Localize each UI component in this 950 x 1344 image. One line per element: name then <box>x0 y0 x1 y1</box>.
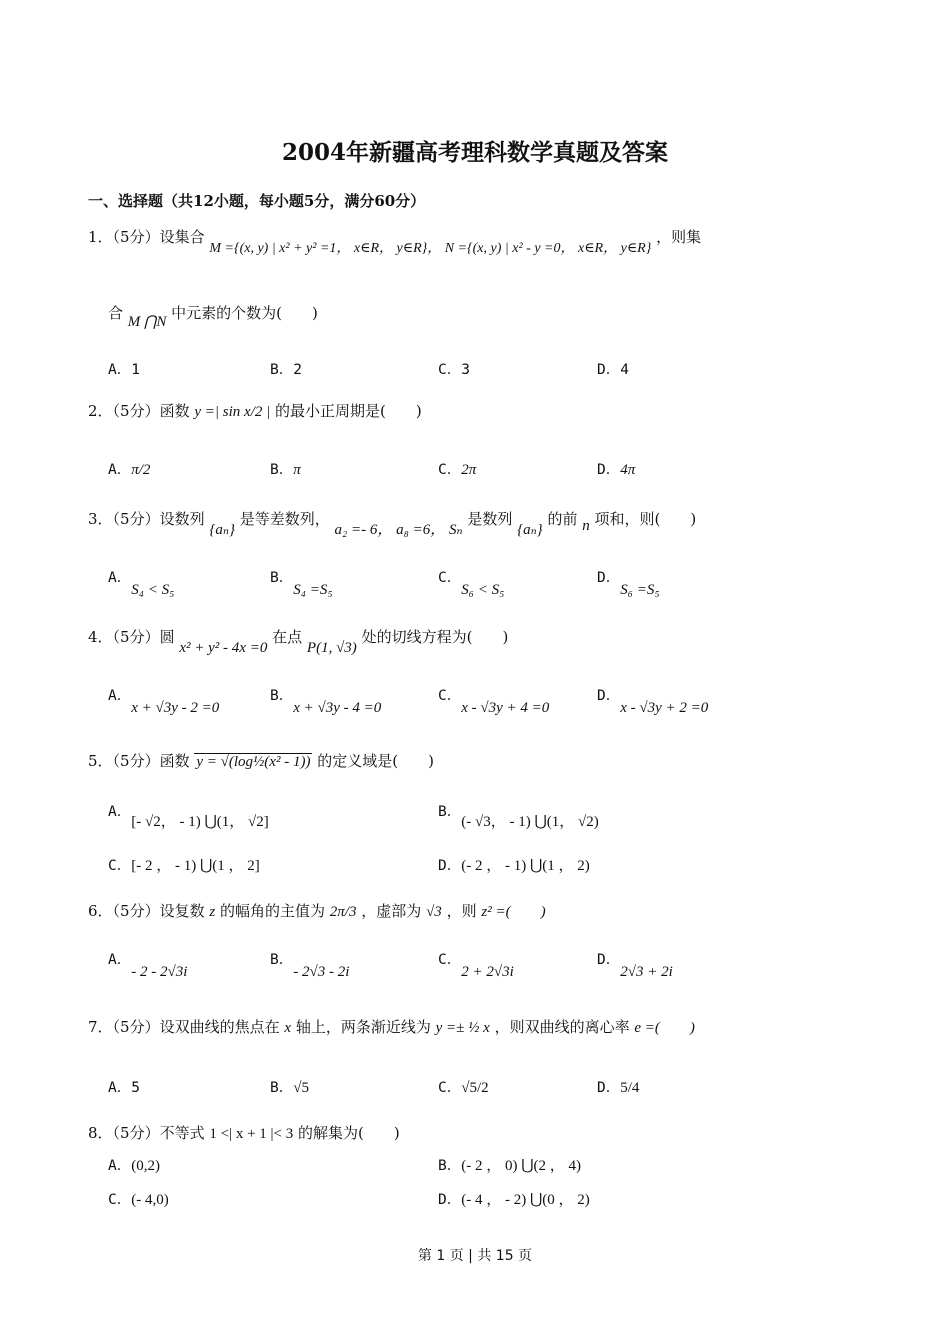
q4-option-c <box>438 684 550 716</box>
q6-option-d <box>597 948 673 980</box>
q8-option-c <box>108 1188 169 1209</box>
q1-suffix: ，则集 <box>656 228 702 246</box>
q6-option-d-value: 2√3 + 2i <box>620 964 673 980</box>
q4-option-c-value: x - √3y + 4 =0 <box>461 700 550 716</box>
q7-option-c-value: √5/2 <box>461 1080 489 1096</box>
q7-asymptote: y =± ½ x <box>435 1020 490 1036</box>
q8-option-b-value: (- 2 ， 0) ⋃(2 ， 4) <box>461 1158 582 1174</box>
q3-option-a <box>108 566 175 598</box>
q8-option-a-label: A． <box>108 1158 132 1174</box>
q2-option-a <box>108 458 150 479</box>
q3-option-b-value: S₄ =S₅ <box>293 582 333 598</box>
question-4 <box>88 626 509 656</box>
q2-function: y =| sin x/2 | <box>194 404 271 420</box>
q6-option-a-label: A． <box>108 952 132 968</box>
q1-line2b: 中元素的个数为( ) <box>171 304 318 322</box>
section-heading: 一、选择题（共12小题，每小题5分，满分60分） <box>88 192 426 210</box>
q8-option-a-value: (0,2) <box>131 1158 160 1174</box>
q5-option-a-value: [- √2， - 1) ⋃(1， √2] <box>131 814 269 830</box>
q3-option-a-value: S₄ < S₅ <box>131 582 175 598</box>
q6-mid3: ，则 <box>446 902 477 920</box>
q5-function: y = √(log½(x² - 1)) <box>196 754 311 770</box>
q5-option-b <box>438 800 599 830</box>
q3-option-c-value: S₆ < S₅ <box>461 582 505 598</box>
q7-option-b <box>270 1076 309 1097</box>
question-2 <box>88 400 422 421</box>
q4-suffix: 处的切线方程为( ) <box>361 628 509 646</box>
q7-mid1: 轴上，两条渐近线为 <box>295 1018 431 1036</box>
q6-prefix: 6．（5分）设复数 <box>88 902 205 920</box>
q2-option-d-label: D． <box>597 462 621 478</box>
q4-point: P(1, √3) <box>306 640 357 656</box>
q1-option-a: A．1 <box>108 362 140 378</box>
q8-option-d-label: D． <box>438 1192 462 1208</box>
q3-option-b <box>270 566 333 598</box>
q1-sets: M ={(x, y) | x² + y² =1， x∈R， y∈R}， N ={(x, y) | x² - y =0， x∈R， y∈R} <box>209 241 652 256</box>
q5-option-c <box>108 854 260 875</box>
q5-option-b-label: B． <box>438 804 462 820</box>
q8-option-d <box>438 1188 590 1209</box>
q6-mid1: 的幅角的主值为 <box>220 902 326 920</box>
q6-mid2: ，虚部为 <box>361 902 422 920</box>
q1-intersection: M ⋂N <box>127 314 167 330</box>
q4-circle: x² + y² - 4x =0 <box>179 640 268 656</box>
q1-prefix: 1．（5分）设集合 <box>88 228 205 246</box>
q3-text-d: 的前 <box>547 510 578 528</box>
q8-prefix: 8．（5分）不等式 <box>88 1124 205 1142</box>
q4-option-c-label: C． <box>438 688 462 704</box>
q2-option-a-label: A． <box>108 462 132 478</box>
q6-angle: 2π/3 <box>329 904 357 920</box>
q6-imag: √3 <box>426 904 442 920</box>
q8-option-c-label: C． <box>108 1192 132 1208</box>
q4-option-b <box>270 684 382 716</box>
q5-option-a-label: A． <box>108 804 132 820</box>
q7-prefix: 7．（5分）设双曲线的焦点在 <box>88 1018 280 1036</box>
q2-suffix: 的最小正周期是( ) <box>275 402 422 420</box>
q7-option-a: A．5 <box>108 1080 140 1096</box>
q7-option-d <box>597 1076 639 1097</box>
q3-option-a-label: A． <box>108 570 132 586</box>
q7-option-c-label: C． <box>438 1080 462 1096</box>
q1-option-c: C．3 <box>438 362 470 378</box>
q7-option-b-value: √5 <box>293 1080 309 1096</box>
q5-option-b-value: (- √3， - 1) ⋃(1， √2) <box>461 814 599 830</box>
q3-option-d <box>597 566 660 598</box>
q6-option-c-label: C． <box>438 952 462 968</box>
q8-option-b-label: B． <box>438 1158 462 1174</box>
q6-option-d-label: D． <box>597 952 621 968</box>
q3-option-d-value: S₆ =S₅ <box>620 582 660 598</box>
page-title: 2004年新疆高考理科数学真题及答案 <box>281 139 668 166</box>
q2-option-d-value: 4π <box>620 462 636 478</box>
q2-option-a-value: π/2 <box>131 462 151 478</box>
q7-option-d-value: 5/4 <box>620 1080 640 1096</box>
question-8 <box>88 1122 400 1143</box>
q6-option-b <box>270 948 350 980</box>
q3-sequence-2: {aₙ} <box>517 522 543 538</box>
q4-option-b-value: x + √3y - 4 =0 <box>293 700 382 716</box>
page-footer: 第 1 页 | 共 15 页 <box>417 1248 533 1264</box>
q3-conditions: a₂ =- 6， a₈ =6， Sₙ <box>334 522 463 538</box>
q2-option-d <box>597 458 635 479</box>
question-6 <box>88 900 546 921</box>
q5-option-c-label: C． <box>108 858 132 874</box>
q3-n: n <box>582 518 590 534</box>
q7-mid2: ，则双曲线的离心率 <box>494 1018 630 1036</box>
q5-option-d-value: (- 2 ， - 1) ⋃(1 ， 2) <box>461 858 590 874</box>
q4-option-a-value: x + √3y - 2 =0 <box>131 700 220 716</box>
q4-option-a-label: A． <box>108 688 132 704</box>
q7-option-d-label: D． <box>597 1080 621 1096</box>
q6-option-c-value: 2 + 2√3i <box>461 964 514 980</box>
q4-prefix: 4．（5分）圆 <box>88 628 175 646</box>
q1-option-d: D．4 <box>597 362 629 378</box>
q4-option-d-value: x - √3y + 2 =0 <box>620 700 709 716</box>
q6-option-a <box>108 948 188 980</box>
q5-suffix: 的定义域是( ) <box>317 752 434 770</box>
q3-option-b-label: B． <box>270 570 294 586</box>
q4-option-d <box>597 684 709 716</box>
q6-option-c <box>438 948 514 980</box>
q3-text-c: 是数列 <box>467 510 513 528</box>
q7-eccentricity: e =( ) <box>634 1020 695 1036</box>
q3-option-c <box>438 566 505 598</box>
q8-option-d-value: (- 4 ， - 2) ⋃(0 ， 2) <box>461 1192 590 1208</box>
q2-option-c-value: 2π <box>461 462 477 478</box>
q4-option-b-label: B． <box>270 688 294 704</box>
q6-option-a-value: - 2 - 2√3i <box>131 964 188 980</box>
q4-mid: 在点 <box>272 628 303 646</box>
question-1-line2 <box>108 302 318 330</box>
q5-option-d-label: D． <box>438 858 462 874</box>
q7-option-b-label: B． <box>270 1080 294 1096</box>
q6-z: z <box>209 904 216 920</box>
q5-option-a <box>108 800 269 830</box>
q3-text-a: 3．（5分）设数列 <box>88 510 205 528</box>
q4-option-d-label: D． <box>597 688 621 704</box>
question-7 <box>88 1016 695 1037</box>
q8-option-a <box>108 1154 160 1175</box>
q3-text-b: 是等差数列， <box>239 510 330 528</box>
q6-option-b-label: B． <box>270 952 294 968</box>
q3-text-e: 项和，则( ) <box>594 510 697 528</box>
q2-option-c-label: C． <box>438 462 462 478</box>
q3-sequence: {aₙ} <box>209 522 235 538</box>
q2-prefix: 2．（5分）函数 <box>88 402 190 420</box>
q8-suffix: 的解集为( ) <box>298 1124 400 1142</box>
q3-option-d-label: D． <box>597 570 621 586</box>
question-1 <box>88 226 702 256</box>
q5-option-d <box>438 854 590 875</box>
q2-option-b <box>270 458 301 479</box>
q7-x: x <box>284 1020 292 1036</box>
q2-option-b-value: π <box>293 462 301 478</box>
q6-option-b-value: - 2√3 - 2i <box>293 964 350 980</box>
q2-option-b-label: B． <box>270 462 294 478</box>
q5-option-c-value: [- 2 ， - 1) ⋃(1 ， 2] <box>131 858 260 874</box>
question-5 <box>88 750 434 771</box>
question-3 <box>88 508 697 538</box>
q8-option-b <box>438 1154 581 1175</box>
q8-inequality: 1 <| x + 1 |< 3 <box>209 1126 294 1142</box>
q3-option-c-label: C． <box>438 570 462 586</box>
q6-z-squared: z² =( ) <box>481 904 546 920</box>
q1-line2a: 合 <box>108 304 124 322</box>
q2-option-c <box>438 458 476 479</box>
q8-option-c-value: (- 4,0) <box>131 1192 169 1208</box>
q4-option-a <box>108 684 220 716</box>
q1-option-b: B．2 <box>270 362 302 378</box>
q5-prefix: 5．（5分）函数 <box>88 752 190 770</box>
q7-option-c <box>438 1076 489 1097</box>
